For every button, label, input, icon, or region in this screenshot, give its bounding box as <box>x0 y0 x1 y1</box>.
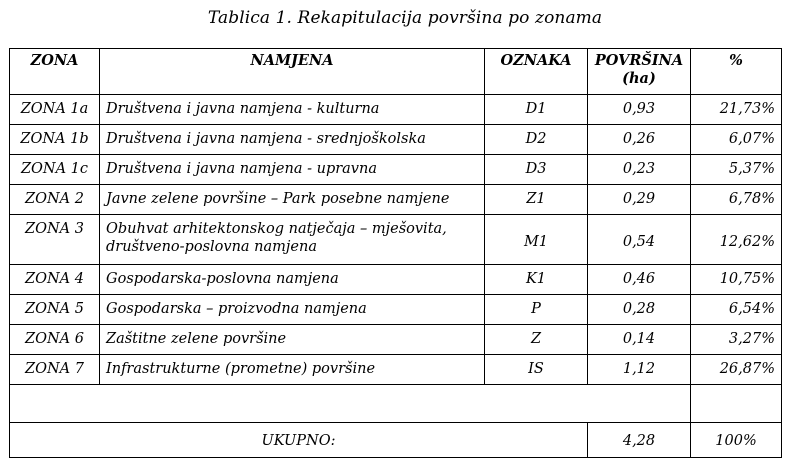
cell-namjena: Zaštitne zelene površine <box>100 325 485 355</box>
table-row <box>10 295 782 325</box>
cell-povrsina: 0,29 <box>588 185 691 215</box>
cell-percent: 3,27% <box>691 325 782 355</box>
cell-oznaka: Z <box>485 325 588 355</box>
table-row <box>10 215 782 265</box>
cell-oznaka: D1 <box>485 95 588 125</box>
cell-povrsina: 0,14 <box>588 325 691 355</box>
cell-zona: ZONA 7 <box>10 355 100 385</box>
cell-oznaka: K1 <box>485 265 588 295</box>
cell-percent: 6,07% <box>691 125 782 155</box>
cell-povrsina: 1,12 <box>588 355 691 385</box>
cell-povrsina: 0,26 <box>588 125 691 155</box>
table-row <box>10 355 782 385</box>
cell-namjena: Gospodarska-poslovna namjena <box>100 265 485 295</box>
total-povrsina: 4,28 <box>588 423 691 458</box>
cell-namjena-line1: Obuhvat arhitektonskog natječaja – mješovita, <box>106 221 447 237</box>
zone-area-table <box>9 48 782 458</box>
blank-cell-percent <box>691 385 782 423</box>
table-caption: Tablica 1. Rekapitulacija površina po zonama <box>207 8 603 28</box>
cell-namjena <box>100 215 485 265</box>
cell-namjena: Društvena i javna namjena - srednjoškolska <box>100 125 485 155</box>
cell-povrsina: 0,46 <box>588 265 691 295</box>
cell-zona: ZONA 2 <box>10 185 100 215</box>
header-namjena: NAMJENA <box>100 49 485 95</box>
header-povrsina <box>588 49 691 95</box>
cell-zona: ZONA 1b <box>10 125 100 155</box>
cell-zona: ZONA 1a <box>10 95 100 125</box>
cell-oznaka: P <box>485 295 588 325</box>
cell-oznaka: Z1 <box>485 185 588 215</box>
cell-percent: 6,78% <box>691 185 782 215</box>
cell-oznaka: D2 <box>485 125 588 155</box>
cell-povrsina: 0,23 <box>588 155 691 185</box>
cell-povrsina: 0,93 <box>588 95 691 125</box>
cell-namjena: Javne zelene površine – Park posebne namjene <box>100 185 485 215</box>
table-row <box>10 265 782 295</box>
cell-percent: 26,87% <box>691 355 782 385</box>
cell-zona: ZONA 4 <box>10 265 100 295</box>
header-percent: % <box>691 49 782 95</box>
cell-percent: 5,37% <box>691 155 782 185</box>
header-zona: ZONA <box>10 49 100 95</box>
blank-row <box>10 385 782 423</box>
cell-percent: 12,62% <box>691 215 782 265</box>
table-row <box>10 95 782 125</box>
total-row <box>10 423 782 458</box>
header-oznaka: OZNAKA <box>485 49 588 95</box>
cell-oznaka: IS <box>485 355 588 385</box>
cell-povrsina: 0,54 <box>588 215 691 265</box>
cell-namjena: Infrastrukturne (prometne) površine <box>100 355 485 385</box>
cell-oznaka: D3 <box>485 155 588 185</box>
table-header-row <box>10 49 782 95</box>
cell-zona: ZONA 6 <box>10 325 100 355</box>
cell-namjena: Društvena i javna namjena - kulturna <box>100 95 485 125</box>
blank-cell-wide <box>10 385 691 423</box>
cell-namjena: Gospodarska – proizvodna namjena <box>100 295 485 325</box>
table-row <box>10 125 782 155</box>
cell-zona: ZONA 1c <box>10 155 100 185</box>
cell-percent: 10,75% <box>691 265 782 295</box>
header-povrsina-unit: (ha) <box>622 70 656 87</box>
table-row <box>10 155 782 185</box>
cell-namjena: Društvena i javna namjena - upravna <box>100 155 485 185</box>
table-row <box>10 325 782 355</box>
total-percent: 100% <box>691 423 782 458</box>
cell-percent: 6,54% <box>691 295 782 325</box>
cell-zona: ZONA 3 <box>10 215 100 265</box>
cell-percent: 21,73% <box>691 95 782 125</box>
header-povrsina-line1: POVRŠINA <box>594 52 684 69</box>
cell-povrsina: 0,28 <box>588 295 691 325</box>
cell-zona: ZONA 5 <box>10 295 100 325</box>
table-row <box>10 185 782 215</box>
cell-oznaka: M1 <box>485 215 588 265</box>
total-label: UKUPNO: <box>10 423 588 458</box>
cell-namjena-line2: društveno-poslovna namjena <box>106 239 317 255</box>
